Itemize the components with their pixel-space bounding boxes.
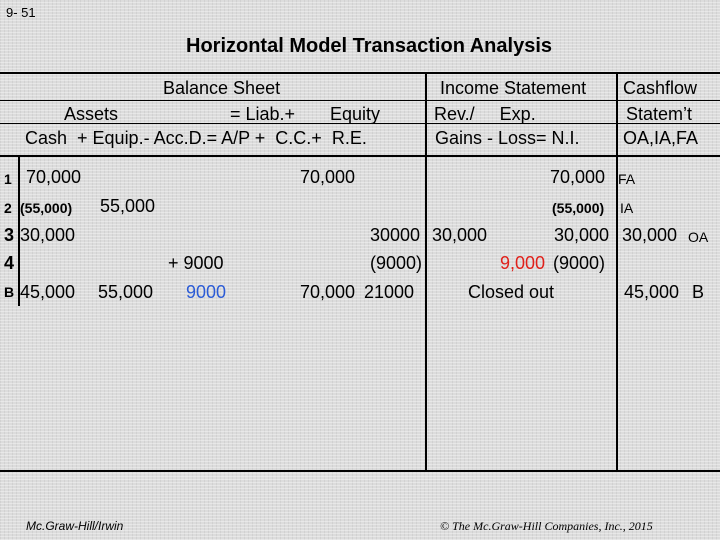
- cashflow-divider: [616, 72, 618, 470]
- row-3-label: 3: [4, 225, 15, 245]
- row-2-equipment: 55,000: [100, 196, 156, 216]
- row-3-net-income: 30,000: [554, 225, 610, 245]
- footer-copyright: © The Mc.Graw-Hill Companies, Inc., 2015: [440, 519, 653, 533]
- row-2-cashflow: (55,000): [552, 200, 605, 216]
- table-bottom-border: [0, 470, 720, 472]
- header-divider-1: [0, 100, 720, 101]
- row-balance-cashflow: 45,000: [624, 282, 680, 302]
- row-4-retained-earnings: (9000): [370, 253, 423, 273]
- row-3-retained-earnings: 30000: [370, 225, 421, 245]
- gains-loss-heading: Gains - Loss= N.I.: [435, 128, 580, 148]
- activities-heading: OA,IA,FA: [623, 128, 699, 148]
- liabilities-heading: = Liab.+: [230, 104, 296, 124]
- row-balance-accumulated-depreciation: 9000: [186, 282, 227, 302]
- income-divider: [425, 72, 427, 470]
- row-balance-closed-out: Closed out: [468, 282, 555, 302]
- row-3-cash: 30,000: [20, 225, 76, 245]
- assets-heading: Assets: [64, 104, 119, 124]
- balance-sheet-heading: Balance Sheet: [163, 78, 281, 98]
- cashflow-heading: Cashflow: [623, 78, 698, 98]
- slide-number: 9- 51: [6, 5, 36, 20]
- row-3-cashflow: 30,000: [622, 225, 678, 245]
- row-balance-retained-earnings: 21000: [364, 282, 415, 302]
- income-statement-heading: Income Statement: [440, 78, 587, 98]
- row-balance-contributed-capital: 70,000: [300, 282, 356, 302]
- row-4-net-income: 9,000: [500, 253, 546, 273]
- table-top-border: [0, 72, 720, 74]
- row-1-contributed-capital: 70,000: [300, 167, 356, 187]
- row-balance-label: B: [4, 284, 15, 300]
- row-balance-cashflow-type: B: [692, 282, 705, 302]
- rev-exp-heading: Rev./ Exp.: [434, 104, 536, 124]
- page-title: Horizontal Model Transaction Analysis: [186, 35, 552, 57]
- row-4-expense: (9000): [553, 253, 606, 273]
- row-3-cashflow-type: OA: [688, 229, 709, 245]
- row-3-revenue: 30,000: [432, 225, 488, 245]
- balance-sheet-columns: Cash + Equip.- Acc.D.= A/P + C.C.+ R.E.: [25, 128, 367, 148]
- row-4-accumulated-depreciation: + 9000: [168, 253, 224, 273]
- equity-heading: Equity: [330, 104, 381, 124]
- row-1-label: 1: [4, 171, 12, 187]
- header-bottom-border: [0, 155, 720, 157]
- footer-publisher: Mc.Graw-Hill/Irwin: [26, 519, 124, 533]
- row-2-label: 2: [4, 200, 12, 216]
- statement-heading: Statem’t: [626, 104, 693, 124]
- row-1-cashflow-type: FA: [618, 171, 636, 187]
- row-1-cash: 70,000: [26, 167, 82, 187]
- row-balance-cash: 45,000: [20, 282, 76, 302]
- row-2-cash: (55,000): [20, 200, 73, 216]
- row-4-label: 4: [4, 253, 15, 273]
- row-1-cashflow: 70,000: [550, 167, 606, 187]
- row-2-cashflow-type: IA: [620, 200, 634, 216]
- row-balance-equipment: 55,000: [98, 282, 154, 302]
